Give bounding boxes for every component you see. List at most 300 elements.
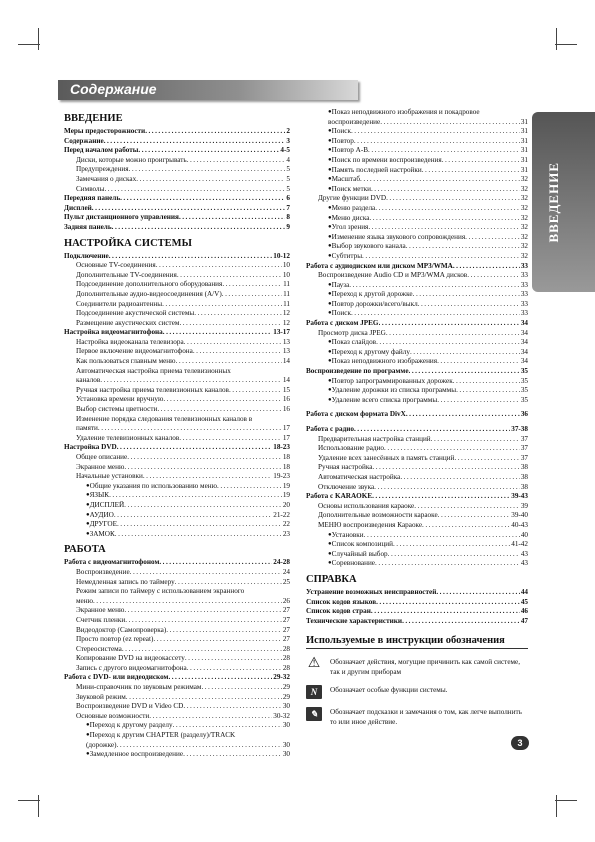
note-icon: ✎ [306, 707, 322, 721]
toc-page-number: 29 [282, 683, 290, 692]
toc-page-number: 13-17 [273, 328, 290, 337]
toc-page-number: 5 [286, 165, 290, 174]
toc-page-number: 24-28 [273, 558, 290, 567]
toc-page-number: 34 [520, 338, 528, 347]
toc-entry-title: МЕНЮ воспроизведения Караоке [318, 520, 423, 529]
toc-page-number: 18 [282, 462, 290, 471]
dot-leader [112, 223, 286, 233]
toc-entry[interactable] [306, 118, 528, 128]
toc-entry[interactable] [64, 597, 290, 607]
toc-page-number: 14 [282, 357, 290, 366]
dot-leader [109, 491, 282, 501]
toc-page-number: 35 [520, 376, 528, 385]
toc-entry[interactable] [64, 165, 290, 175]
dot-leader [136, 175, 285, 185]
toc-page-number: 16 [282, 405, 290, 414]
toc-entry-title: Передняя панель [64, 194, 121, 203]
symbol-item [306, 657, 528, 677]
toc-entry[interactable] [306, 367, 528, 377]
toc-entry[interactable] [64, 405, 290, 415]
toc-entry-title: ● Переход к другой дорожке [331, 290, 413, 299]
toc-entry-title: Предупреждения [76, 165, 129, 174]
toc-page-number: 40 [520, 530, 528, 539]
dot-leader [406, 410, 520, 420]
toc-entry[interactable] [306, 175, 528, 185]
toc-entry[interactable] [64, 175, 290, 185]
toc-entry-title: (дорожке) [86, 740, 117, 749]
toc-entry[interactable] [64, 156, 290, 166]
toc-entry[interactable] [64, 434, 290, 444]
toc-entry[interactable] [306, 300, 528, 310]
toc-entry-title: Работа с диском формата DivX [306, 410, 406, 419]
toc-entry[interactable] [306, 262, 528, 272]
toc-entry[interactable] [306, 338, 528, 348]
dot-leader [402, 617, 520, 627]
toc-entry-title: Дополнительные аудио-видеосоединения (A/V) [76, 289, 222, 298]
toc-page-number: 17 [282, 424, 290, 433]
toc-entry[interactable] [306, 204, 528, 214]
toc-entry[interactable] [306, 357, 528, 367]
toc-page-number: 26 [282, 596, 290, 605]
toc-entry-title: Удаление всех занесённых в память станций [318, 453, 455, 462]
dot-leader [173, 721, 282, 731]
toc-entry[interactable] [306, 156, 528, 166]
toc-entry[interactable] [64, 271, 290, 281]
toc-page-number: 19-23 [273, 472, 290, 481]
toc-entry-title: Звуковой режим [76, 692, 126, 701]
toc-entry[interactable] [306, 329, 528, 339]
toc-page-number: 46 [520, 607, 528, 616]
crop-mark [556, 28, 557, 50]
toc-entry[interactable] [64, 463, 290, 473]
title-bar [58, 80, 358, 100]
toc-page-number: 3 [286, 136, 290, 145]
side-tab-label: ВВЕДЕНИЕ [546, 162, 561, 243]
toc-page-number: 30-32 [273, 711, 290, 720]
toc-entry-title: Диски, которые можно проигрывать [76, 155, 187, 164]
page-title: Содержание [70, 81, 157, 97]
toc-entry[interactable] [306, 463, 528, 473]
toc-entry[interactable] [64, 213, 290, 223]
dot-leader [163, 328, 272, 338]
toc-entry[interactable] [306, 194, 528, 204]
toc-entry[interactable] [64, 712, 290, 722]
toc-entry-title: ● Поиск по времени воспроизведения [331, 155, 442, 164]
toc-entry[interactable] [306, 377, 528, 387]
toc-entry-title: Немедленная запись по таймеру [76, 577, 175, 586]
toc-entry-title: Просто повтор (ez repeat) [76, 635, 154, 644]
toc-entry-title: Символы [76, 184, 105, 193]
toc-entry[interactable] [306, 502, 528, 512]
toc-entry[interactable] [306, 290, 528, 300]
toc-page-number: 9 [286, 222, 290, 231]
dot-leader [384, 444, 520, 454]
symbol-item [306, 685, 528, 699]
section-heading: ВВЕДЕНИЕ [64, 113, 123, 124]
toc-entry-title: Содержание [64, 136, 104, 145]
toc-entry[interactable] [306, 386, 528, 396]
dot-leader [442, 156, 520, 166]
toc-entry-title: ● Меню диска [331, 213, 370, 222]
toc-entry[interactable] [306, 127, 528, 137]
dot-leader [229, 386, 282, 396]
toc-entry[interactable] [306, 598, 528, 608]
toc-entry[interactable] [306, 319, 528, 329]
toc-entry[interactable] [306, 252, 528, 262]
toc-page-number: 30 [282, 740, 290, 749]
toc-entry[interactable] [306, 396, 528, 406]
toc-entry[interactable] [306, 473, 528, 483]
toc-entry[interactable] [306, 521, 528, 531]
dot-leader [117, 443, 272, 453]
toc-entry[interactable] [64, 741, 290, 751]
toc-entry-title: Как пользоваться главным меню [76, 357, 176, 366]
symbols-section [306, 636, 528, 727]
toc-page-number: 4 [286, 155, 290, 164]
toc-page-number: 32 [520, 251, 528, 260]
toc-entry[interactable] [64, 616, 290, 626]
toc-entry-title: Основы использования караоке [318, 501, 415, 510]
toc-page-number: 30 [282, 721, 290, 730]
toc-entry[interactable] [306, 492, 528, 502]
section-heading: СПРАВКА [306, 573, 357, 585]
dot-leader [438, 511, 511, 521]
toc-entry-title: Перед началом работы [64, 146, 139, 155]
toc-entry[interactable] [306, 550, 528, 560]
dot-leader [437, 396, 520, 406]
toc-page-number: 16 [282, 395, 290, 404]
toc-page-number: 39-43 [511, 492, 528, 501]
toc-entry[interactable] [64, 300, 290, 310]
toc-entry-title: ● Выбор звукового канала [331, 242, 406, 251]
toc-entry[interactable] [64, 635, 290, 645]
toc-entry[interactable] [64, 223, 290, 233]
toc-entry-title: ● Субтитры [331, 251, 363, 260]
dot-leader [149, 712, 272, 722]
toc-page-number: 31 [520, 117, 528, 126]
toc-entry-title: Работа с видеомагнитофоном [64, 558, 160, 567]
dot-leader [371, 185, 520, 195]
dot-leader [193, 347, 282, 357]
toc-entry[interactable] [64, 558, 290, 568]
toc-entry[interactable] [64, 511, 290, 521]
toc-entry[interactable] [64, 146, 290, 156]
toc-entry[interactable] [306, 454, 528, 464]
toc-entry[interactable] [64, 702, 290, 712]
toc-left-column [64, 108, 290, 760]
toc-entry[interactable] [64, 683, 290, 693]
toc-entry-title: ● Пауза [331, 280, 350, 289]
toc-entry-title: Изменение порядка следования телевизионных каналов в [76, 414, 253, 423]
toc-entry[interactable] [306, 607, 528, 617]
toc-entry[interactable] [64, 501, 290, 511]
toc-entry-title: Стереосистема [76, 644, 122, 653]
toc-entry[interactable] [306, 271, 528, 281]
toc-entry[interactable] [64, 127, 290, 137]
dot-leader [168, 673, 272, 683]
toc-entry-title: Дисплей [64, 203, 92, 212]
dot-leader [372, 463, 519, 473]
toc-page-number: 31 [520, 127, 528, 136]
toc-entry-title: Технические характеристики [306, 616, 403, 625]
toc-page-number: 39-40 [511, 511, 528, 520]
toc-entry-title: ● АУДИО [89, 510, 114, 519]
toc-entry[interactable] [64, 520, 290, 530]
toc-entry[interactable] [306, 166, 528, 176]
toc-entry[interactable] [64, 204, 290, 214]
toc-entry[interactable] [64, 309, 290, 319]
toc-entry[interactable] [306, 233, 528, 243]
toc-entry[interactable] [306, 531, 528, 541]
dot-leader [92, 204, 286, 214]
toc-entry[interactable] [64, 443, 290, 453]
toc-entry[interactable] [306, 242, 528, 252]
toc-page-number: 28 [282, 644, 290, 653]
toc-entry-title: Первое включение видеомагнитофона [76, 347, 193, 356]
toc-page-number: 24 [282, 567, 290, 576]
toc-entry[interactable] [64, 453, 290, 463]
dot-leader [386, 329, 520, 339]
dot-leader [166, 626, 282, 636]
symbols-list [306, 657, 528, 727]
toc-entry[interactable] [64, 606, 290, 616]
toc-entry[interactable] [306, 559, 528, 569]
toc-entry[interactable] [306, 214, 528, 224]
toc-entry-title: Задняя панель [64, 222, 112, 231]
toc-entry-text [64, 415, 290, 425]
toc-entry-title: ● Угол зрения [331, 223, 369, 232]
toc-entry[interactable] [64, 357, 290, 367]
toc-page-number: 39 [520, 501, 528, 510]
toc-page-number: 13 [282, 337, 290, 346]
dot-leader [374, 483, 520, 493]
toc-entry[interactable] [64, 319, 290, 329]
toc-page-number: 32 [520, 203, 528, 212]
toc-page-number: 8 [286, 213, 290, 222]
toc-page-number: 2 [286, 127, 290, 135]
toc-page-number: 20 [282, 500, 290, 509]
toc-page-number: 27 [282, 606, 290, 615]
dot-leader [362, 252, 520, 262]
toc-entry[interactable] [64, 645, 290, 655]
toc-entry-title: ● Случайный выбор [331, 549, 388, 558]
toc-entry[interactable] [64, 578, 290, 588]
toc-entry[interactable] [64, 568, 290, 578]
toc-entry[interactable] [64, 194, 290, 204]
toc-page-number: 19 [282, 481, 290, 490]
page-number: 3 [511, 736, 529, 750]
dot-leader [376, 338, 520, 348]
toc-entry[interactable] [306, 146, 528, 156]
dot-leader [175, 578, 282, 588]
dot-leader [187, 664, 282, 674]
toc-entry-title: ● Повтор [331, 136, 354, 145]
toc-entry-title: Автоматическая настройка [318, 472, 401, 481]
toc-entry[interactable] [64, 137, 290, 147]
toc-page-number: 37 [520, 453, 528, 462]
toc-page-number: 37 [520, 434, 528, 443]
crop-mark [555, 800, 577, 801]
toc-page-number: 32 [520, 242, 528, 251]
toc-entry[interactable] [64, 472, 290, 482]
toc-page-number: 19 [282, 491, 290, 500]
toc-entry[interactable] [64, 693, 290, 703]
toc-entry[interactable] [64, 424, 290, 434]
toc-entry[interactable] [306, 588, 528, 598]
toc-entry-title: Пульт дистанционного управления [64, 213, 179, 222]
toc-page-number: 14 [282, 376, 290, 385]
dot-leader [179, 319, 281, 329]
toc-entry[interactable] [64, 252, 290, 262]
toc-page-number: 18-23 [273, 443, 290, 452]
dot-leader [185, 654, 282, 664]
toc-page-number: 7 [286, 203, 290, 212]
dot-leader [143, 472, 272, 482]
toc-entry[interactable] [306, 137, 528, 147]
toc-entry[interactable] [64, 338, 290, 348]
toc-entry[interactable] [306, 435, 528, 445]
dot-leader [380, 118, 520, 128]
toc-page-number: 33 [520, 261, 528, 270]
toc-entry[interactable] [64, 530, 290, 540]
dot-leader [104, 137, 286, 147]
dot-leader [179, 434, 282, 444]
toc-page-number: 12 [282, 309, 290, 318]
toc-entry[interactable] [64, 376, 290, 386]
toc-entry-title: Выбор системы цветности [76, 405, 158, 414]
toc-entry-title: Режим записи по таймеру с использованием экранного [76, 587, 245, 596]
toc-entry-title: Работа с DVD- или видеодиском [64, 673, 169, 682]
toc-entry-title: Размещение акустических систем [76, 318, 180, 327]
toc-page-number: 47 [520, 616, 528, 625]
dot-leader [371, 607, 520, 617]
toc-page-number: 34 [520, 347, 528, 356]
toc-entry[interactable] [64, 491, 290, 501]
toc-entry-title: ● Удаление дорожки из списка программы [331, 386, 457, 395]
toc-entry[interactable] [64, 673, 290, 683]
toc-entry-title: меню [76, 596, 93, 605]
crop-mark [38, 28, 39, 50]
toc-page-number: 32 [520, 194, 528, 203]
symbol-description: Обозначает действия, могущие причинить как самой системе, так и другим приборам [330, 657, 521, 676]
dot-leader [100, 376, 282, 386]
toc-page-number: 27 [282, 635, 290, 644]
toc-entry[interactable] [64, 290, 290, 300]
dot-leader [124, 606, 281, 616]
toc-entry-title: ● Общие указания по использованию меню [89, 481, 218, 490]
toc-page-number: 18 [282, 453, 290, 461]
toc-entry[interactable] [306, 309, 528, 319]
toc-entry-title: ● Показ неподвижного изображения [331, 357, 438, 366]
dot-leader [162, 300, 282, 310]
toc-entry-title: Работа с радио [306, 425, 354, 433]
dot-leader [437, 357, 520, 367]
toc-entry-title: Настройка DVD [64, 443, 117, 452]
toc-right-column [306, 108, 528, 727]
dot-leader [201, 683, 281, 693]
toc-entry[interactable] [64, 664, 290, 674]
toc-entry-title: Настройка видеомагнитофона [64, 328, 163, 337]
toc-page-number: 38 [520, 472, 528, 481]
toc-entry[interactable] [306, 348, 528, 358]
toc-page-number: 31 [520, 155, 528, 164]
toc-entry-title: Видеодоктор (Самопроверка) [76, 625, 167, 634]
toc-entry[interactable] [64, 482, 290, 492]
toc-page-number: 33 [520, 280, 528, 289]
toc-entry[interactable] [64, 721, 290, 731]
toc-entry[interactable] [306, 410, 528, 420]
toc-entry[interactable] [306, 281, 528, 291]
toc-entry[interactable] [306, 444, 528, 454]
dot-leader [379, 319, 520, 329]
toc-page-number: 45 [520, 597, 528, 606]
toc-entry[interactable] [64, 280, 290, 290]
toc-page-number: 15 [282, 385, 290, 394]
toc-entry-title: ● Показ слайдов [331, 338, 377, 347]
dot-leader [194, 309, 282, 319]
dot-leader [117, 741, 282, 751]
toc-entry-title: Соединители радиоантенны [76, 299, 163, 308]
toc-entry[interactable] [64, 261, 290, 271]
dot-leader [98, 424, 282, 434]
toc-entry-title: ● Поиск метки [331, 184, 371, 193]
dot-leader [414, 502, 520, 512]
toc-entry-title: Воспроизведение Audio CD и MP3/WMA дисков [318, 271, 468, 280]
dot-leader [351, 309, 520, 319]
toc-entry[interactable] [64, 654, 290, 664]
toc-entry[interactable] [64, 750, 290, 760]
toc-entry-text [64, 367, 290, 377]
toc-page-number: 34 [520, 328, 528, 337]
toc-entry-title: Ручная настройка [318, 463, 373, 472]
dot-leader [409, 367, 520, 377]
toc-entry-title: Дополнительные возможности караоке [318, 511, 438, 520]
toc-entry-title: ● Повтор запрограммированных дорожек [331, 376, 453, 385]
toc-page-number: 33 [520, 271, 528, 280]
toc-entry[interactable] [306, 185, 528, 195]
warning-icon: ⚠ [307, 655, 321, 671]
toc-entry[interactable] [64, 626, 290, 636]
toc-page-number: 23 [282, 529, 290, 538]
toc-page-number: 11 [283, 280, 290, 289]
toc-entry-title: ● ЯЗЫК [89, 491, 110, 500]
toc-entry-title: Подключение [64, 251, 109, 260]
toc-entry[interactable] [306, 540, 528, 550]
toc-entry[interactable] [306, 483, 528, 493]
toc-entry[interactable] [64, 386, 290, 396]
dot-leader [354, 425, 510, 435]
toc-entry-title: Меры предосторожности [64, 127, 146, 135]
dot-leader [456, 386, 520, 396]
dot-leader [159, 558, 272, 568]
toc-entry[interactable] [64, 328, 290, 338]
toc-entry[interactable] [64, 347, 290, 357]
toc-entry-text [64, 587, 290, 597]
toc-entry[interactable] [64, 395, 290, 405]
toc-page-number: 41-42 [511, 540, 528, 549]
toc-entry[interactable] [306, 511, 528, 521]
toc-page-number: 29-32 [273, 673, 290, 682]
toc-entry[interactable] [306, 617, 528, 627]
toc-entry[interactable] [306, 425, 528, 435]
toc-entry[interactable] [306, 223, 528, 233]
toc-entry-text [306, 108, 528, 118]
dot-leader [422, 166, 520, 176]
toc-page-number: 11 [283, 299, 290, 308]
toc-page-number: 27 [282, 615, 290, 624]
toc-entry-title: ● Удаление всего списка программы [331, 395, 438, 404]
toc-entry[interactable] [64, 185, 290, 195]
